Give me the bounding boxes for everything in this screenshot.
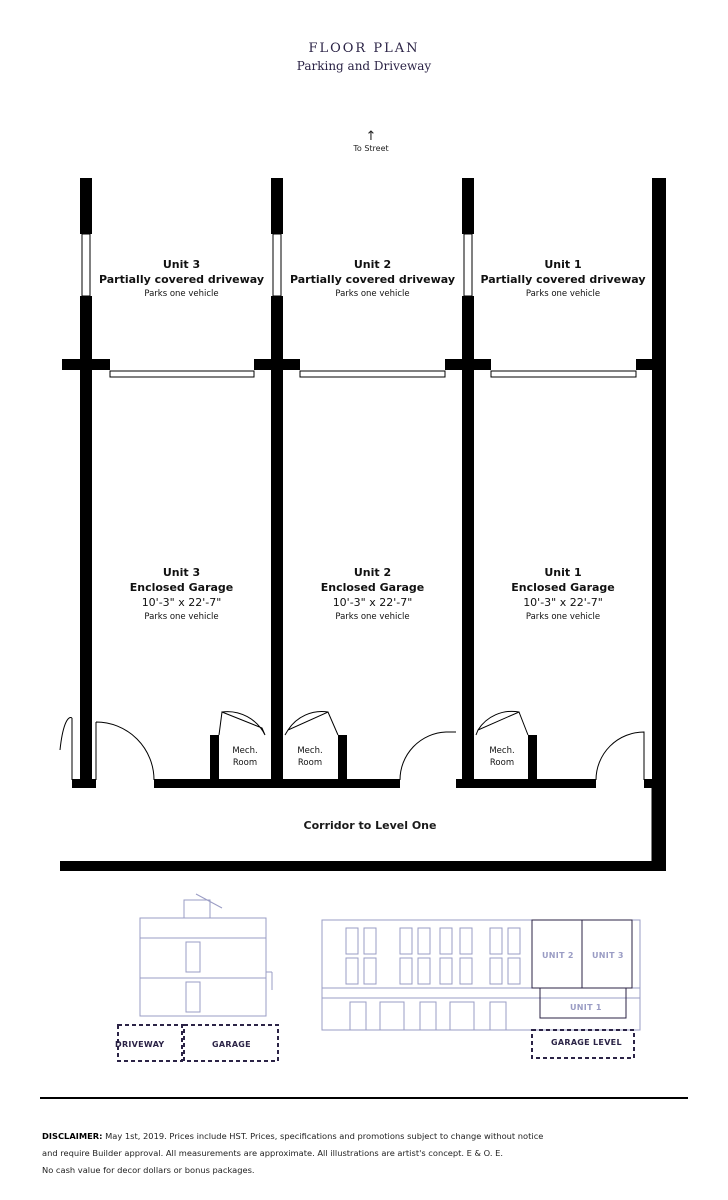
disclaimer-line-3: No cash value for decor dollars or bonus packages. (42, 1165, 255, 1175)
to-street-label: To Street (353, 144, 389, 153)
driveway-note: Parks one vehicle (144, 289, 219, 299)
mech-door-1 (219, 712, 265, 735)
header-block-3 (445, 359, 491, 370)
wall-post-mid1-lower (271, 296, 283, 360)
elevation-label-unit1: UNIT 1 (570, 1003, 602, 1012)
wall-left (80, 370, 92, 788)
elevation-label-unit2: UNIT 2 (542, 951, 574, 960)
back-wall-left (72, 779, 96, 788)
wall-mid1 (271, 370, 283, 788)
garage-label-unit1 (474, 565, 652, 624)
side-elevation (0, 890, 728, 1090)
wall-post-right (652, 178, 666, 368)
elevation-label-unit3: UNIT 3 (592, 951, 624, 960)
garage-label-unit3 (92, 565, 271, 624)
disclaimer-line-1 (42, 1128, 602, 1145)
driveway-note: Parks one vehicle (335, 289, 410, 299)
back-wall-right (644, 779, 666, 788)
elevation-label-driveway: DRIVEWAY (115, 1040, 165, 1049)
garage-dims: 10'-3" x 22'-7" (141, 596, 222, 609)
mech-room-label: Mech. Room (489, 746, 515, 768)
disclaimer-line-2: and require Builder approval. All measurements are approximate. All illustrations are artist's concept. E & O. E. (42, 1148, 503, 1158)
garage-name: Enclosed Garage (129, 581, 234, 594)
divider-rule (40, 1097, 688, 1099)
header-block-4 (636, 359, 666, 370)
driveway-unit: Unit 3 (162, 258, 201, 271)
door-swing-left-edge (60, 718, 72, 780)
header-block-2 (254, 359, 300, 370)
wall-post-left-lower (80, 296, 92, 360)
back-wall-1 (154, 779, 400, 788)
mech-wall-1 (210, 735, 219, 785)
driveway-unit: Unit 2 (353, 258, 392, 271)
disclaimer-label: DISCLAIMER: (42, 1131, 103, 1141)
arrow-up-icon: ↑ (365, 129, 377, 144)
driveway-label-unit3 (92, 257, 271, 301)
garage-unit: Unit 1 (544, 566, 582, 579)
driveway-name: Partially covered driveway (98, 273, 265, 286)
driveway-name: Partially covered driveway (480, 273, 646, 286)
garage-unit: Unit 3 (162, 566, 201, 579)
corridor-wall (60, 861, 666, 871)
disclaimer-text-1: May 1st, 2019. Prices include HST. Prices, specifications and promotions subject to change without notice (102, 1131, 544, 1141)
driveway-unit: Unit 1 (544, 258, 582, 271)
driveway-label-unit1 (474, 257, 652, 301)
elevation-label-garage: GARAGE (212, 1040, 251, 1049)
driveway-label-unit2 (283, 257, 462, 301)
driveway-name: Partially covered driveway (289, 273, 456, 286)
garage-note: Parks one vehicle (144, 612, 219, 622)
page-title: FLOOR PLAN (308, 41, 420, 56)
garage-name: Enclosed Garage (320, 581, 425, 594)
mech-room-label: Mech. Room (232, 746, 258, 768)
garage-unit: Unit 2 (353, 566, 392, 579)
elevation-label-garage-level: GARAGE LEVEL (551, 1038, 622, 1047)
wall-post-left (80, 178, 92, 234)
mech-door-3 (476, 711, 528, 735)
wall-right (652, 370, 666, 870)
wall-post-mid1 (271, 178, 283, 234)
disclaimer (42, 1128, 602, 1179)
back-wall-2 (456, 779, 596, 788)
door-swing-2 (400, 732, 456, 780)
mech-wall-3 (528, 735, 537, 785)
wall-mid2 (462, 370, 474, 788)
corridor-label: Corridor to Level One (303, 819, 437, 832)
garage-name: Enclosed Garage (511, 581, 615, 594)
garage-dims: 10'-3" x 22'-7" (332, 596, 413, 609)
wall-post-mid2-lower (462, 296, 474, 360)
mech-room-label: Mech. Room (297, 746, 323, 768)
garage-note: Parks one vehicle (525, 612, 601, 622)
header-block-1 (62, 359, 110, 370)
door-swing-3 (596, 732, 644, 780)
mech-wall-2 (338, 735, 347, 785)
door-swing-1 (96, 722, 154, 780)
garage-note: Parks one vehicle (335, 612, 410, 622)
mech-door-2 (285, 712, 338, 735)
page-subtitle: Parking and Driveway (296, 59, 432, 73)
garage-dims: 10'-3" x 22'-7" (523, 596, 603, 609)
garage-label-unit2 (283, 565, 462, 624)
wall-post-mid2 (462, 178, 474, 234)
driveway-note: Parks one vehicle (525, 289, 601, 299)
